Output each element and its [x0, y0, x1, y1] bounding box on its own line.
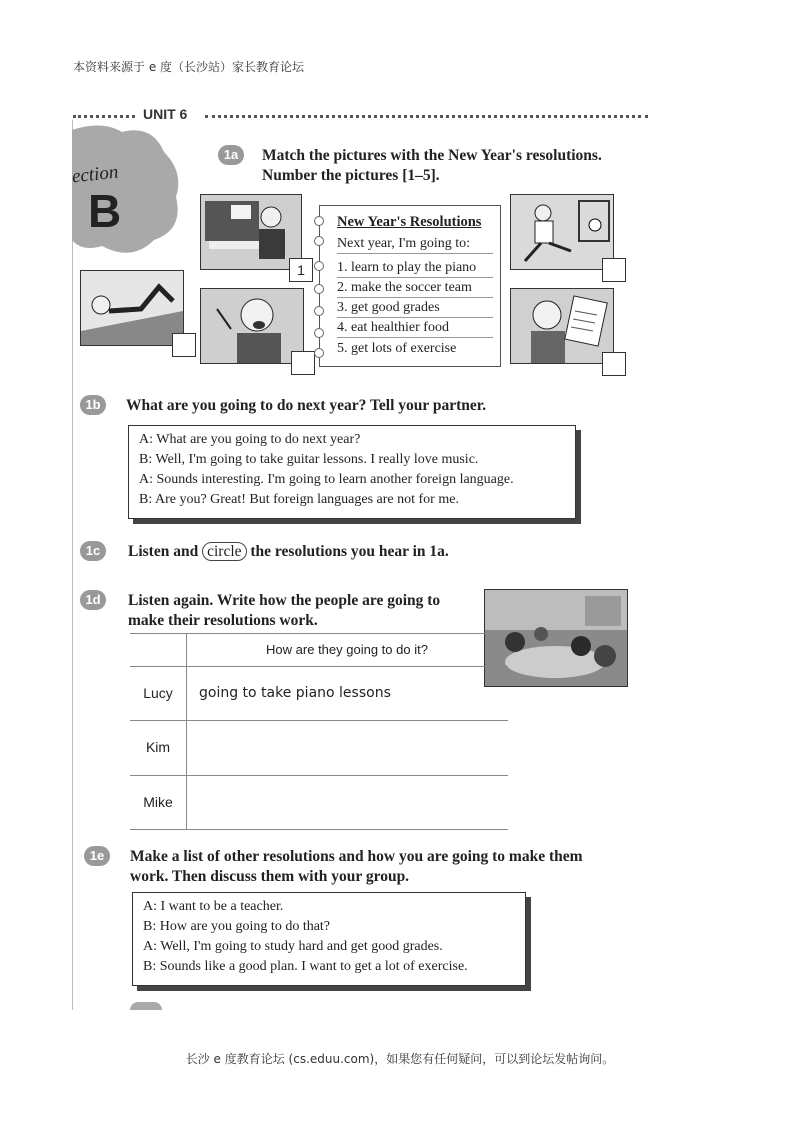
piano-picture [200, 194, 302, 270]
notebook-ring [314, 261, 324, 271]
dialogue-box-1e [132, 892, 526, 986]
notebook-title: New Year's Resolutions [337, 214, 482, 230]
dialogue-box-1b [128, 425, 576, 519]
table-header-row [130, 633, 508, 667]
report-card-picture [510, 288, 614, 364]
task-1a-instruction [262, 146, 602, 186]
dotted-rule-right [205, 115, 648, 118]
task-1e-instruction [130, 847, 583, 887]
task-1e-line1: Make a list of other resolutions and how you are going to make them [130, 848, 583, 865]
answer-cell: going to take piano lessons [199, 685, 391, 701]
soccer-picture [510, 194, 614, 270]
answer-box-soccer[interactable] [602, 258, 626, 282]
dotted-rule-left [73, 115, 135, 118]
notebook-ring [314, 284, 324, 294]
section-word: ection [70, 161, 120, 188]
answer-box-exercise[interactable] [172, 333, 196, 357]
section-letter: B [88, 185, 122, 237]
notebook-ring [314, 328, 324, 338]
task-1b-instruction: What are you going to do next year? Tell your partner. [126, 397, 487, 414]
dialogue-line: B: Well, I'm going to take guitar lessons. I really love music. [139, 452, 479, 467]
task-1c-text-before: Listen and [128, 543, 199, 560]
circle-word: circle [202, 542, 246, 561]
dialogue-line: B: How are you going to do that? [143, 919, 331, 934]
table-row [130, 667, 508, 721]
resolution-item: 4. eat healthier food [337, 318, 493, 338]
dialogue-line: A: Well, I'm going to study hard and get good grades. [143, 939, 443, 954]
task-1d-instruction [128, 591, 440, 631]
notebook-ring [314, 306, 324, 316]
answer-box-eating[interactable] [291, 351, 315, 375]
dialogue-line: B: Are you? Great! But foreign languages are not for me. [139, 492, 459, 507]
task-1e-line2: work. Then discuss them with your group. [130, 868, 410, 885]
resolutions-table [130, 633, 508, 830]
next-task-badge-partial [130, 1002, 162, 1010]
notebook-intro: Next year, I'm going to: [337, 234, 493, 254]
answer-box-report-card[interactable] [602, 352, 626, 376]
table-row [130, 776, 508, 830]
dialogue-line: B: Sounds like a good plan. I want to get a lot of exercise. [143, 959, 468, 974]
task-1c-text-after: the resolutions you hear in 1a. [250, 543, 449, 560]
notebook-ring [314, 236, 324, 246]
task-1a-line1: Match the pictures with the New Year's resolutions. [262, 147, 602, 164]
resolution-item: 3. get good grades [337, 298, 493, 318]
resolution-item: 1. learn to play the piano [337, 258, 493, 278]
task-badge-1c: 1c [80, 541, 106, 561]
person-name: Kim [145, 739, 171, 755]
resolution-item: 5. get lots of exercise [337, 341, 457, 356]
table-divider [186, 776, 187, 829]
dialogue-line: A: What are you going to do next year? [139, 432, 361, 447]
source-note: 本资料来源于 e 度（长沙站）家长教育论坛 [73, 60, 305, 74]
dialogue-line: A: Sounds interesting. I'm going to learn another foreign language. [139, 472, 514, 487]
unit-label: UNIT 6 [143, 106, 188, 122]
notebook-ring [314, 348, 324, 358]
person-name: Mike [143, 794, 173, 810]
table-header: How are they going to do it? [266, 642, 428, 657]
footer-note: 长沙 e 度教育论坛 (cs.eduu.com)，如果您有任何疑问，可以到论坛发帖询问。 [185, 1052, 615, 1066]
dialogue-line: A: I want to be a teacher. [143, 899, 284, 914]
task-badge-1e: 1e [84, 846, 110, 866]
answer-box-piano[interactable]: 1 [289, 258, 313, 282]
task-badge-1b: 1b [80, 395, 106, 415]
table-row [130, 721, 508, 776]
resolutions-notebook [319, 205, 501, 367]
eating-picture [200, 288, 304, 364]
task-1d-line1: Listen again. Write how the people are going to [128, 592, 441, 609]
exercise-picture [80, 270, 184, 346]
task-badge-1d: 1d [80, 590, 106, 610]
task-1d-line2: make their resolutions work. [128, 612, 318, 629]
task-1a-line2: Number the pictures [1–5]. [262, 167, 440, 184]
notebook-ring [314, 216, 324, 226]
section-b-star [72, 122, 184, 262]
person-name: Lucy [143, 685, 173, 701]
table-divider [186, 667, 187, 720]
resolution-item: 2. make the soccer team [337, 278, 493, 298]
task-badge-1a: 1a [218, 145, 244, 165]
task-1c-instruction [128, 542, 449, 562]
table-divider [186, 721, 187, 775]
